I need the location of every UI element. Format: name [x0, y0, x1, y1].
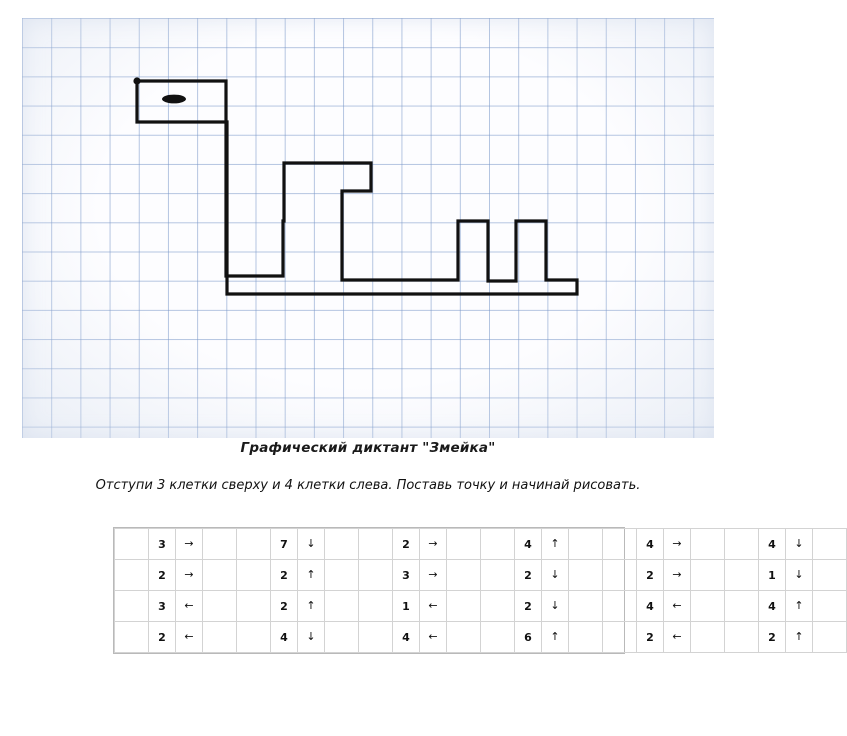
- table-spacer-cell: [115, 591, 149, 622]
- steps-table: [113, 527, 804, 654]
- step-count-cell: 2: [515, 591, 542, 622]
- step-count-cell: 7: [271, 529, 298, 560]
- table-spacer-cell: [203, 622, 237, 653]
- instruction-text: Отступи 3 клетки сверху и 4 клетки слева. Поставь точку и начинай рисовать.: [95, 478, 641, 493]
- table-row: [115, 591, 847, 622]
- table-spacer-cell: [203, 560, 237, 591]
- table-spacer-cell: [325, 622, 359, 653]
- snake-outline-path: [137, 81, 577, 294]
- step-count-cell: 3: [149, 529, 176, 560]
- arrow-glyph: →: [428, 567, 438, 581]
- step-count-cell: 4: [515, 529, 542, 560]
- table-spacer-cell: [569, 560, 603, 591]
- arrow-glyph: →: [184, 536, 194, 550]
- arrow-glyph: ←: [428, 629, 438, 643]
- table-spacer-cell: [203, 591, 237, 622]
- arrow-glyph: ↓: [550, 598, 560, 612]
- table-spacer-cell: [359, 622, 393, 653]
- table-spacer-cell: [115, 529, 149, 560]
- table-spacer-cell: [359, 529, 393, 560]
- step-count-cell: 1: [393, 591, 420, 622]
- direction-arrow-icon: [176, 529, 203, 560]
- arrow-glyph: ↑: [306, 567, 316, 581]
- arrow-glyph: ↓: [550, 567, 560, 581]
- table-spacer-cell: [481, 560, 515, 591]
- step-count-cell: 4: [637, 591, 664, 622]
- direction-arrow-icon: [298, 560, 325, 591]
- table-spacer-cell: [725, 591, 759, 622]
- direction-arrow-icon: [298, 529, 325, 560]
- table-spacer-cell: [325, 529, 359, 560]
- arrow-glyph: ←: [672, 629, 682, 643]
- direction-arrow-icon: [420, 560, 447, 591]
- table-spacer-cell: [359, 560, 393, 591]
- direction-arrow-icon: [542, 591, 569, 622]
- step-count-cell: 2: [393, 529, 420, 560]
- table-spacer-cell: [691, 560, 725, 591]
- table-spacer-cell: [603, 591, 637, 622]
- table-spacer-cell: [603, 622, 637, 653]
- arrow-glyph: ↓: [794, 536, 804, 550]
- table-spacer-cell: [203, 529, 237, 560]
- table-spacer-cell: [481, 591, 515, 622]
- direction-arrow-icon: [420, 591, 447, 622]
- table-spacer-cell: [115, 622, 149, 653]
- table-row: [115, 560, 847, 591]
- table-row: [115, 622, 847, 653]
- step-count-cell: 4: [637, 529, 664, 560]
- table-spacer-cell: [813, 560, 847, 591]
- table-spacer-cell: [237, 529, 271, 560]
- arrow-glyph: →: [672, 536, 682, 550]
- arrow-glyph: ↑: [794, 629, 804, 643]
- table-spacer-cell: [691, 622, 725, 653]
- step-count-cell: 2: [637, 622, 664, 653]
- arrow-glyph: ←: [184, 598, 194, 612]
- direction-arrow-icon: [542, 529, 569, 560]
- step-count-cell: 2: [271, 591, 298, 622]
- arrow-glyph: →: [428, 536, 438, 550]
- step-count-cell: 2: [149, 622, 176, 653]
- table-spacer-cell: [603, 560, 637, 591]
- direction-arrow-icon: [664, 622, 691, 653]
- table-spacer-cell: [325, 560, 359, 591]
- arrow-glyph: ↓: [306, 629, 316, 643]
- direction-arrow-icon: [786, 560, 813, 591]
- snake-figure: [22, 18, 714, 438]
- step-count-cell: 2: [515, 560, 542, 591]
- table-spacer-cell: [359, 591, 393, 622]
- table-spacer-cell: [569, 529, 603, 560]
- direction-arrow-icon: [176, 560, 203, 591]
- table-spacer-cell: [447, 591, 481, 622]
- direction-arrow-icon: [786, 529, 813, 560]
- table-spacer-cell: [115, 560, 149, 591]
- direction-arrow-icon: [664, 560, 691, 591]
- table-spacer-cell: [481, 622, 515, 653]
- table-spacer-cell: [725, 622, 759, 653]
- table-spacer-cell: [725, 560, 759, 591]
- table-spacer-cell: [691, 529, 725, 560]
- direction-arrow-icon: [786, 622, 813, 653]
- table-spacer-cell: [447, 622, 481, 653]
- page-title: Графический диктант "Змейка": [240, 440, 496, 456]
- steps-table-grid: [114, 528, 847, 653]
- arrow-glyph: ↑: [550, 536, 560, 550]
- table-row: [115, 529, 847, 560]
- direction-arrow-icon: [420, 529, 447, 560]
- table-spacer-cell: [447, 529, 481, 560]
- table-spacer-cell: [237, 560, 271, 591]
- arrow-glyph: ↓: [794, 567, 804, 581]
- snake-eye: [162, 95, 186, 104]
- step-count-cell: 2: [759, 622, 786, 653]
- table-spacer-cell: [569, 622, 603, 653]
- step-count-cell: 6: [515, 622, 542, 653]
- direction-arrow-icon: [176, 591, 203, 622]
- arrow-glyph: ←: [428, 598, 438, 612]
- arrow-glyph: ↓: [306, 536, 316, 550]
- direction-arrow-icon: [298, 622, 325, 653]
- step-count-cell: 3: [149, 591, 176, 622]
- direction-arrow-icon: [786, 591, 813, 622]
- step-count-cell: 4: [759, 591, 786, 622]
- arrow-glyph: →: [184, 567, 194, 581]
- direction-arrow-icon: [420, 622, 447, 653]
- step-count-cell: 2: [271, 560, 298, 591]
- table-spacer-cell: [325, 591, 359, 622]
- table-spacer-cell: [237, 622, 271, 653]
- arrow-glyph: ←: [672, 598, 682, 612]
- step-count-cell: 2: [149, 560, 176, 591]
- arrow-glyph: ↑: [306, 598, 316, 612]
- step-count-cell: 4: [271, 622, 298, 653]
- step-count-cell: 1: [759, 560, 786, 591]
- arrow-glyph: ↑: [550, 629, 560, 643]
- direction-arrow-icon: [176, 622, 203, 653]
- table-spacer-cell: [481, 529, 515, 560]
- table-spacer-cell: [813, 529, 847, 560]
- step-count-cell: 4: [759, 529, 786, 560]
- table-spacer-cell: [447, 560, 481, 591]
- direction-arrow-icon: [542, 560, 569, 591]
- table-spacer-cell: [725, 529, 759, 560]
- table-spacer-cell: [569, 591, 603, 622]
- start-dot: [133, 77, 140, 84]
- arrow-glyph: ↑: [794, 598, 804, 612]
- direction-arrow-icon: [664, 591, 691, 622]
- arrow-glyph: →: [672, 567, 682, 581]
- step-count-cell: 3: [393, 560, 420, 591]
- step-count-cell: 4: [393, 622, 420, 653]
- table-spacer-cell: [813, 622, 847, 653]
- table-spacer-cell: [691, 591, 725, 622]
- direction-arrow-icon: [542, 622, 569, 653]
- table-spacer-cell: [813, 591, 847, 622]
- table-spacer-cell: [237, 591, 271, 622]
- arrow-glyph: ←: [184, 629, 194, 643]
- table-spacer-cell: [603, 529, 637, 560]
- direction-arrow-icon: [298, 591, 325, 622]
- step-count-cell: 2: [637, 560, 664, 591]
- direction-arrow-icon: [664, 529, 691, 560]
